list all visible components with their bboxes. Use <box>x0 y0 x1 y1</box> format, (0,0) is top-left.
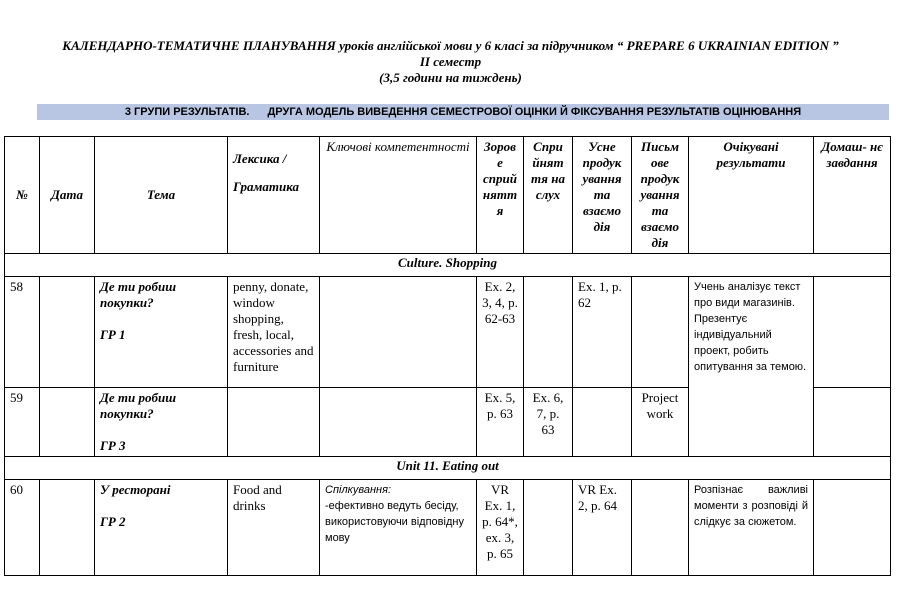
row-num: 59 <box>5 388 40 457</box>
row-speaking: VR Ex. 2, p. 64 <box>573 480 632 576</box>
group-label: ГР 1 <box>100 327 126 342</box>
row-homework <box>814 388 891 457</box>
topic-text: У ресторані <box>100 482 171 497</box>
col-homework: Домаш- нє завдання <box>814 137 891 254</box>
group-label: ГР 2 <box>100 514 126 529</box>
row-listening <box>524 277 573 388</box>
col-competences: Ключові компетентності <box>320 137 477 254</box>
row-results: Учень аналізує текст про види магазинів. Презентує індивідуальний проект, робить опитування за темою. <box>689 277 814 457</box>
row-writing <box>632 480 689 576</box>
col-num: № <box>5 137 40 254</box>
planning-table <box>4 136 891 576</box>
row-date <box>40 480 95 576</box>
row-listening: Ex. 6, 7, p. 63 <box>524 388 573 457</box>
row-homework <box>814 277 891 388</box>
row-topic <box>95 277 228 388</box>
row-competences <box>320 277 477 388</box>
row-homework <box>814 480 891 576</box>
banner-right: ДРУГА МОДЕЛЬ ВИВЕДЕННЯ СЕМЕСТРОВОЇ ОЦІНКИ Й ФІКСУВАННЯ РЕЗУЛЬТАТІВ ОЦІНЮВАННЯ <box>267 106 802 118</box>
col-listening: Спри йнят тя на слух <box>524 137 573 254</box>
row-lexis <box>228 388 320 457</box>
col-reading: Зоров е сприй нятт я <box>477 137 524 254</box>
row-topic <box>95 388 228 457</box>
col-date: Дата <box>40 137 95 254</box>
title-line-3: (3,5 години на тиждень) <box>379 70 522 85</box>
row-writing: Project work <box>632 388 689 457</box>
competence-label: Спілкування: <box>325 484 391 496</box>
table-row <box>5 480 891 576</box>
banner-left: 3 ГРУПИ РЕЗУЛЬТАТІВ. <box>124 106 250 118</box>
col-speaking: Усне продук ування та взаємо дія <box>573 137 632 254</box>
competence-text: -ефективно ведуть бесіду, використовуючи відповідну мову <box>325 500 464 544</box>
section-row <box>5 457 891 480</box>
row-date <box>40 277 95 388</box>
row-speaking <box>573 388 632 457</box>
row-lexis: penny, donate, window shopping, fresh, local, accessories and furniture <box>228 277 320 388</box>
row-num: 60 <box>5 480 40 576</box>
row-topic <box>95 480 228 576</box>
title-line-2: II семестр <box>419 54 482 69</box>
section-row <box>5 254 891 277</box>
col-results: Очікувані результати <box>689 137 814 254</box>
document-title <box>0 38 901 86</box>
row-results: Розпізнає важливі моменти з розповіді й слідкує за сюжетом. <box>689 480 814 576</box>
col-writing: Письм ове продук ування та взаємо дія <box>632 137 689 254</box>
header-row <box>5 137 891 254</box>
col-topic: Тема <box>95 137 228 254</box>
row-date <box>40 388 95 457</box>
table-row <box>5 277 891 388</box>
row-competences <box>320 388 477 457</box>
row-reading: Ex. 2, 3, 4, p. 62-63 <box>477 277 524 388</box>
topic-text: Де ти робиш покупки? <box>100 279 177 310</box>
row-reading: Ex. 5, p. 63 <box>477 388 524 457</box>
row-reading: VR Ex. 1, p. 64*, ex. 3, p. 65 <box>477 480 524 576</box>
col-lexis-grammar <box>228 137 320 254</box>
section-title: Unit 11. Eating out <box>5 457 891 480</box>
row-num: 58 <box>5 277 40 388</box>
col-grammar: Граматика <box>233 179 300 194</box>
col-lexis: Лексика / <box>233 151 287 166</box>
row-speaking: Ex. 1, p. 62 <box>573 277 632 388</box>
results-banner <box>37 104 889 120</box>
row-writing <box>632 277 689 388</box>
row-listening <box>524 480 573 576</box>
title-line-1: КАЛЕНДАРНО-ТЕМАТИЧНЕ ПЛАНУВАННЯ уроків англійської мови у 6 класі за підручником “ PREPARE 6 UKRAINIAN EDITION ” <box>62 38 839 53</box>
section-title: Culture. Shopping <box>5 254 891 277</box>
row-lexis: Food and drinks <box>228 480 320 576</box>
row-competences <box>320 480 477 576</box>
topic-text: Де ти робиш покупки? <box>100 390 177 421</box>
group-label: ГР 3 <box>100 438 126 453</box>
